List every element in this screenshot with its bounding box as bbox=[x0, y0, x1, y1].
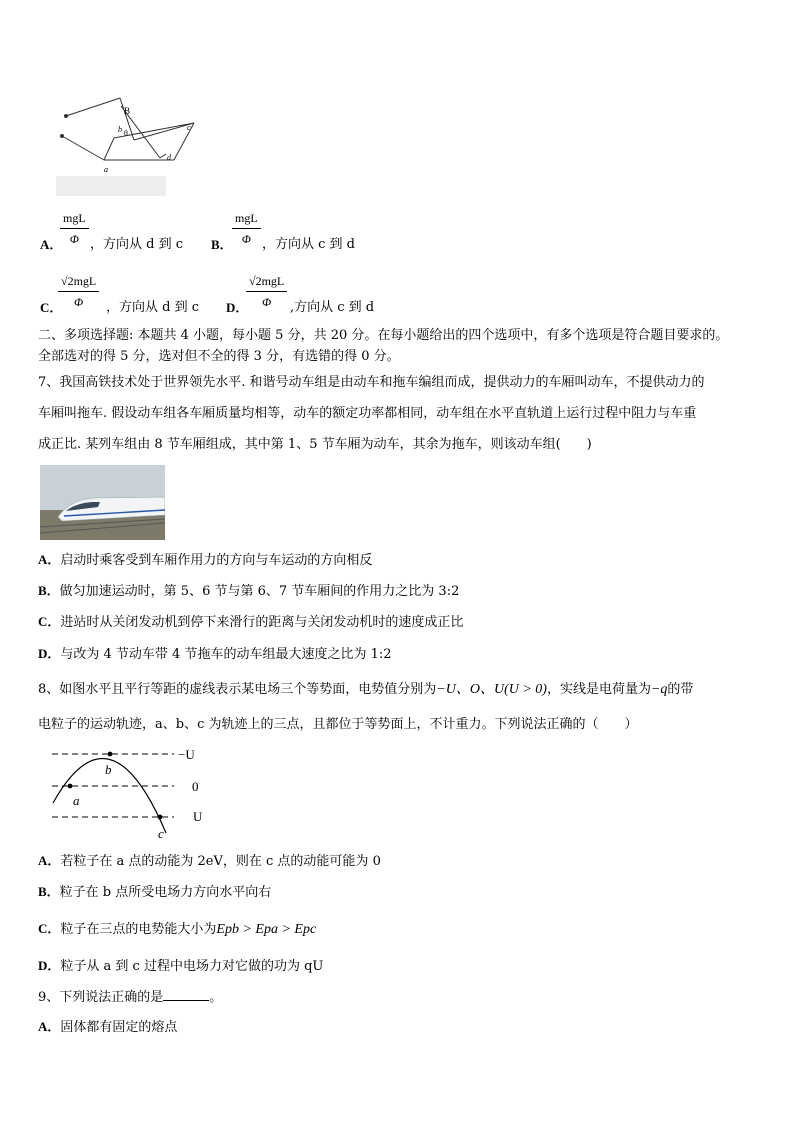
q6-option-c[interactable]: C． bbox=[40, 300, 63, 315]
q9-option-a[interactable]: A．固体都有固定的熔点 bbox=[38, 1019, 178, 1035]
q7-stem-line1: 7、我国高铁技术处于世界领先水平. 和谐号动车组是由动车和拖车编组而成，提供动力的车厢叫动车，不提供动力的 bbox=[38, 375, 705, 390]
label-a: a bbox=[104, 165, 108, 174]
label-a: a bbox=[73, 793, 80, 808]
q7-option-a[interactable]: A．启动时乘客受到车厢作用力的方向与车运动的方向相反 bbox=[38, 552, 373, 568]
q6-option-d[interactable]: D． bbox=[226, 300, 249, 315]
label-B: B bbox=[124, 106, 131, 116]
label-theta: θ bbox=[124, 129, 128, 138]
q9-stem: 9、下列说法正确的是 。 bbox=[38, 990, 223, 1005]
q8-option-b[interactable]: B．粒子在 b 点所受电场力方向水平向右 bbox=[38, 884, 272, 900]
q6-option-c-fraction: √2mgL Φ bbox=[58, 274, 99, 310]
q6-option-a-fraction: mgL Φ bbox=[60, 211, 89, 247]
answer-blank[interactable] bbox=[163, 988, 209, 1001]
q8-option-d[interactable]: D．粒子从 a 到 c 过程中电场力对它做的功为 qU bbox=[38, 958, 324, 974]
q7-stem-line3: 成正比. 某列车组由 8 节车厢组成，其中第 1、5 节车厢为动车，其余为拖车，则该动车组( ) bbox=[38, 437, 592, 452]
q6-option-b[interactable]: B． bbox=[211, 237, 233, 252]
train-photo bbox=[40, 465, 165, 540]
q7-option-c[interactable]: C．进站时从关闭发动机到停下来滑行的距离与关闭发动机时的速度成正比 bbox=[38, 614, 464, 630]
label-b: b bbox=[105, 762, 112, 777]
q6-option-d-text: ,方向从 c 到 d bbox=[290, 300, 375, 315]
q8-stem-line2: 电粒子的运动轨迹，a、b、c 为轨迹上的三点，且都位于等势面上，不计重力。下列说法正确的（ ） bbox=[38, 717, 638, 732]
label-b: b bbox=[118, 125, 122, 134]
label-d: d bbox=[167, 153, 171, 162]
q7-option-d[interactable]: D．与改为 4 节动车带 4 节拖车的动车组最大速度之比为 1:2 bbox=[38, 646, 392, 662]
label-c: c bbox=[158, 826, 164, 841]
q6-option-d-fraction: √2mgL Φ bbox=[246, 274, 287, 310]
q8-stem-line1: 8、如图水平且平行等距的虚线表示某电场三个等势面，电势值分别为−U、O、U(U > 0)，实线是电荷量为−q的带 bbox=[38, 682, 694, 697]
section-2-instructions-line1: 二、多项选择题: 本题共 4 小题，每小题 5 分，共 20 分。在每小题给出的四个选项中，有多个选项是符合题目要求的。 bbox=[38, 328, 729, 343]
q7-option-b[interactable]: B．做匀加速运动时，第 5、6 节与第 6、7 节车厢间的作用力之比为 3:2 bbox=[38, 583, 460, 599]
q6-option-a[interactable]: A． bbox=[40, 237, 63, 252]
q6-option-b-text: ，方向从 c 到 d bbox=[262, 237, 355, 252]
q6-option-a-text: ，方向从 d 到 c bbox=[90, 237, 183, 252]
q7-stem-line2: 车厢叫拖车. 假设动车组各车厢质量均相等，动车的额定功率都相同，动车组在水平直轨道上运行过程中阻力与车重 bbox=[38, 406, 697, 421]
label-u: U bbox=[193, 809, 203, 824]
q8-option-a[interactable]: A．若粒子在 a 点的动能为 2eV，则在 c 点的动能可能为 0 bbox=[38, 853, 381, 869]
q6-option-b-fraction: mgL Φ bbox=[232, 211, 261, 247]
equipotential-diagram bbox=[48, 741, 228, 841]
label-minus-u: −U bbox=[178, 747, 195, 762]
q6-option-c-text: ，方向从 d 到 c bbox=[106, 300, 199, 315]
q8-option-c[interactable]: C．粒子在三点的电势能大小为Epb > Epa > Epc bbox=[38, 921, 317, 937]
label-c: c bbox=[187, 123, 191, 132]
section-2-instructions-line2: 全部选对的得 5 分，选对但不全的得 3 分，有选错的得 0 分。 bbox=[38, 349, 400, 364]
rail-diagram bbox=[56, 78, 206, 198]
label-zero: 0 bbox=[192, 779, 199, 794]
